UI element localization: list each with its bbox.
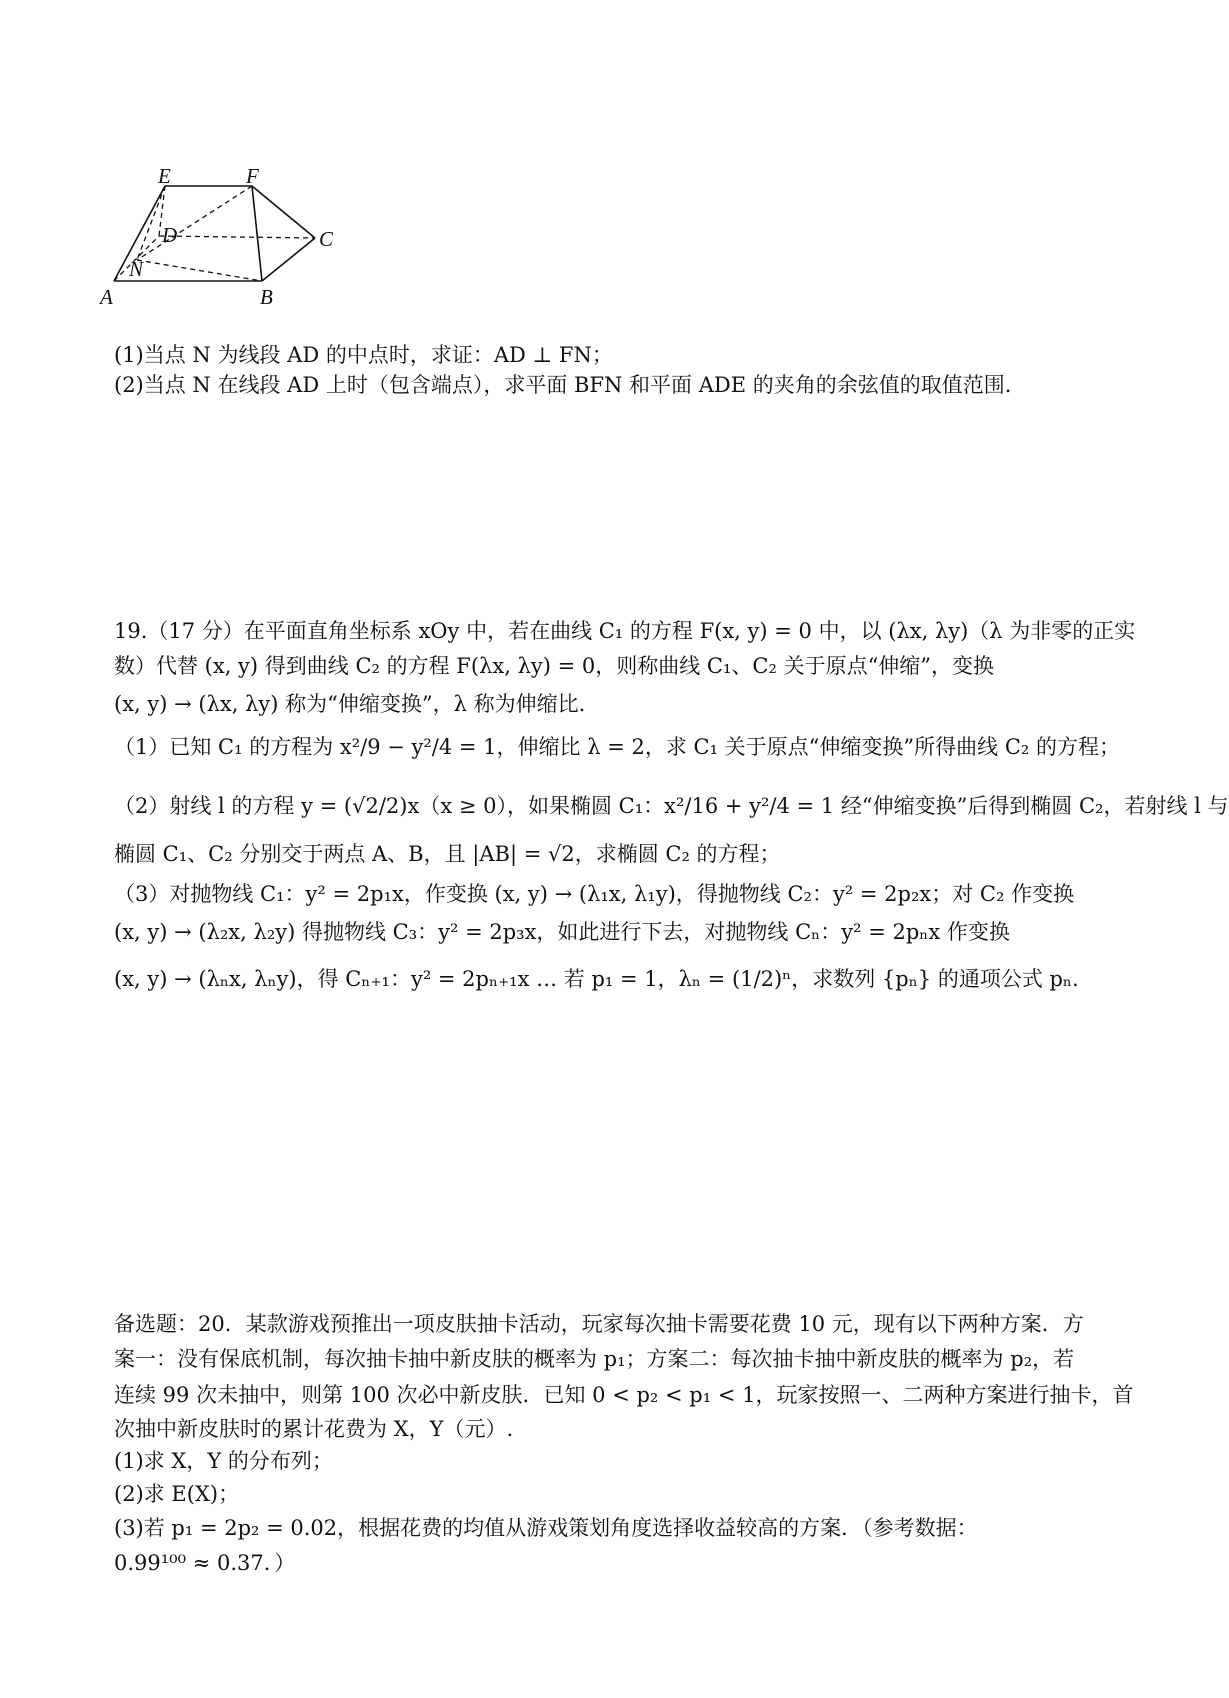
q20-part2: (2)求 E(X)；	[114, 1482, 240, 1506]
label-F: F	[246, 164, 259, 188]
q20-line3: 连续 99 次未抽中，则第 100 次必中新皮肤．已知 0 < p₂ < p₁ < 1，玩家按照一、二两种方案进行抽卡，首	[114, 1383, 1134, 1407]
edge-NB	[137, 260, 262, 281]
edge-FC	[252, 186, 315, 238]
edge-FN	[137, 186, 252, 260]
q20-line4: 次抽中新皮肤时的累计花费为 X，Y（元）.	[114, 1417, 514, 1441]
edge-FB	[252, 186, 262, 281]
q20-line1: 备选题：20．某款游戏预推出一项皮肤抽卡活动，玩家每次抽卡需要花费 10 元，现有以下两种方案．方	[114, 1312, 1084, 1336]
edge-DC	[159, 236, 315, 238]
label-N: N	[129, 257, 144, 281]
edge-BC	[262, 238, 315, 281]
q19-line2: 数）代替 (x, y) 得到曲线 C₂ 的方程 F(λx, λy) = 0，则称曲线 C₁、C₂ 关于原点“伸缩”，变换	[114, 654, 995, 678]
geometry-figure	[100, 164, 380, 328]
q20-line2: 案一：没有保底机制，每次抽卡抽中新皮肤的概率为 p₁；方案二：每次抽卡抽中新皮肤的概率为 p₂，若	[114, 1347, 1075, 1371]
q19-line7: （3）对抛物线 C₁：y² = 2p₁x，作变换 (x, y) → (λ₁x, λ₁y)，得抛物线 C₂：y² = 2p₂x；对 C₂ 作变换	[114, 882, 1075, 906]
label-A: A	[100, 285, 113, 309]
q18-part1: (1)当点 N 为线段 AD 的中点时，求证：AD ⊥ FN；	[114, 343, 613, 367]
q19-line9: (x, y) → (λₙx, λₙy)，得 Cₙ₊₁：y² = 2pₙ₊₁x … 若 p₁ = 1，λₙ = (1/2)ⁿ，求数列 {pₙ} 的通项公式 pₙ.	[114, 967, 1079, 991]
label-D: D	[162, 223, 178, 247]
q19-line1: 19.（17 分）在平面直角坐标系 xOy 中，若在曲线 C₁ 的方程 F(x, y) = 0 中，以 (λx, λy)（λ 为非零的正实	[114, 619, 1136, 643]
label-E: E	[158, 164, 171, 188]
label-C: C	[319, 227, 334, 251]
q19-line4: （1）已知 C₁ 的方程为 x²/9 − y²/4 = 1，伸缩比 λ = 2，求 C₁ 关于原点“伸缩变换”所得曲线 C₂ 的方程；	[114, 735, 1120, 759]
q19-line8: (x, y) → (λ₂x, λ₂y) 得抛物线 C₃：y² = 2p₃x，如此进行下去，对抛物线 Cₙ：y² = 2pₙx 作变换	[114, 920, 1010, 944]
q19-line5: （2）射线 l 的方程 y = (√2/2)x（x ≥ 0），如果椭圆 C₁：x²/16 + y²/4 = 1 经“伸缩变换”后得到椭圆 C₂，若射线 l 与	[114, 794, 1229, 818]
q18-part2: (2)当点 N 在线段 AD 上时（包含端点），求平面 BFN 和平面 ADE 的夹角的余弦值的取值范围.	[114, 373, 1012, 397]
q19-line3: (x, y) → (λx, λy) 称为“伸缩变换”，λ 称为伸缩比.	[114, 692, 586, 716]
q20-part3: (3)若 p₁ = 2p₂ = 0.02，根据花费的均值从游戏策划角度选择收益较高的方案．（参考数据：	[114, 1516, 978, 1540]
label-B: B	[260, 285, 273, 309]
q20-part1: (1)求 X，Y 的分布列；	[114, 1449, 333, 1473]
q20-part3-reference: 0.99¹⁰⁰ ≈ 0.37．）	[114, 1551, 296, 1575]
q19-line6: 椭圆 C₁、C₂ 分别交于两点 A、B，且 |AB| = √2，求椭圆 C₂ 的方程；	[114, 842, 781, 866]
